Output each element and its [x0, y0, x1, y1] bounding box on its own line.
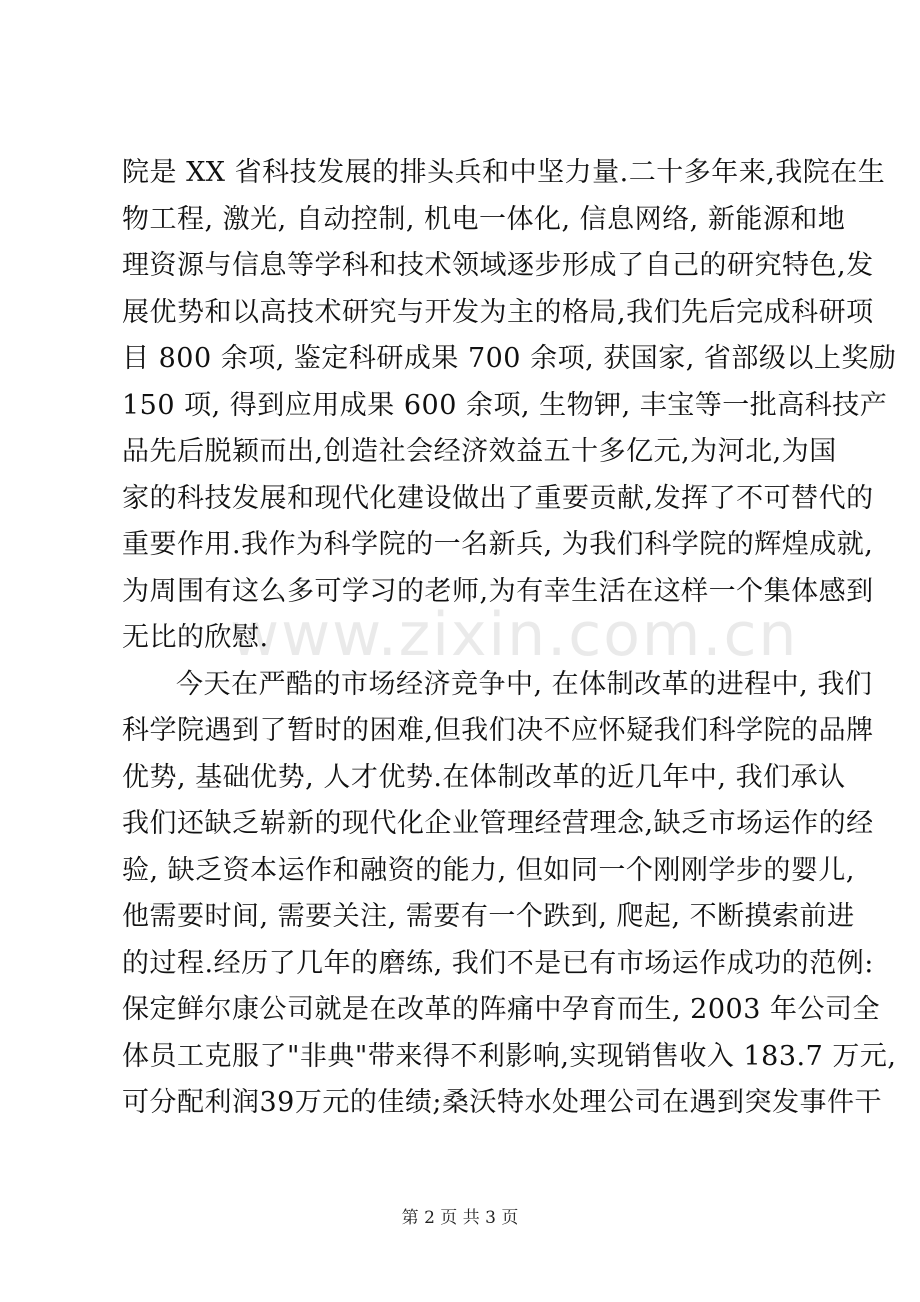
- text-line: 无比的欣慰.: [122, 622, 269, 653]
- text-line: 的过程.经历了几年的磨练, 我们不是已有市场运作成功的范例:: [122, 947, 874, 979]
- watermark: www.zixin.com.cn: [230, 600, 799, 670]
- text-line: 家的科技发展和现代化建设做出了重要贡献,发挥了不可替代的: [122, 482, 874, 514]
- text-line: 物工程, 激光, 自动控制, 机电一体化, 信息网络, 新能源和地: [122, 203, 846, 235]
- text-line: 品先后脱颖而出,创造社会经济效益五十多亿元,为河北,为国: [122, 436, 837, 467]
- text-line: 院是 XX 省科技发展的排头兵和中坚力量.二十多年来,我院在生: [122, 157, 886, 188]
- text-line: 优势, 基础优势, 人才优势.在体制改革的近几年中, 我们承认: [122, 761, 846, 793]
- text-line: 目 800 余项, 鉴定科研成果 700 余项, 获国家, 省部级以上奖励: [122, 343, 897, 374]
- text-line: 重要作用.我作为科学院的一名新兵, 为我们科学院的辉煌成就,: [122, 529, 874, 560]
- page-footer: 第 2 页 共 3 页: [401, 1208, 519, 1228]
- text-line: 理资源与信息等学科和技术领域逐步形成了自己的研究特色,发: [122, 250, 874, 281]
- text-line: 150 项, 得到应用成果 600 余项, 生物钾, 丰宝等一批高科技产: [122, 389, 888, 421]
- body-text: [122, 150, 897, 1127]
- text-line: 保定鲜尔康公司就是在改革的阵痛中孕育而生, 2003 年公司全: [122, 994, 880, 1025]
- paragraph-1: [122, 150, 897, 662]
- text-line: 为周围有这么多可学习的老师,为有幸生活在这样一个集体感到: [122, 575, 874, 607]
- text-line: 我们还缺乏崭新的现代化企业管理经营理念,缺乏市场运作的经: [122, 808, 874, 839]
- text-line: 可分配利润39万元的佳绩;桑沃特水处理公司在遇到突发事件干: [122, 1087, 882, 1118]
- text-line: 他需要时间, 需要关注, 需要有一个跌到, 爬起, 不断摸索前进: [122, 901, 855, 932]
- text-line: 展优势和以高技术研究与开发为主的格局,我们先后完成科研项: [122, 296, 874, 328]
- text-line: 今天在严酷的市场经济竞争中, 在体制改革的进程中, 我们: [176, 668, 873, 700]
- paragraph-2: [122, 662, 897, 1127]
- text-line: 验, 缺乏资本运作和融资的能力, 但如同一个刚刚学步的婴儿,: [122, 854, 855, 886]
- text-line: 科学院遇到了暂时的困难,但我们决不应怀疑我们科学院的品牌: [122, 715, 874, 746]
- text-line: 体员工克服了"非典"带来得不利影响,实现销售收入 183.7 万元,: [122, 1040, 897, 1072]
